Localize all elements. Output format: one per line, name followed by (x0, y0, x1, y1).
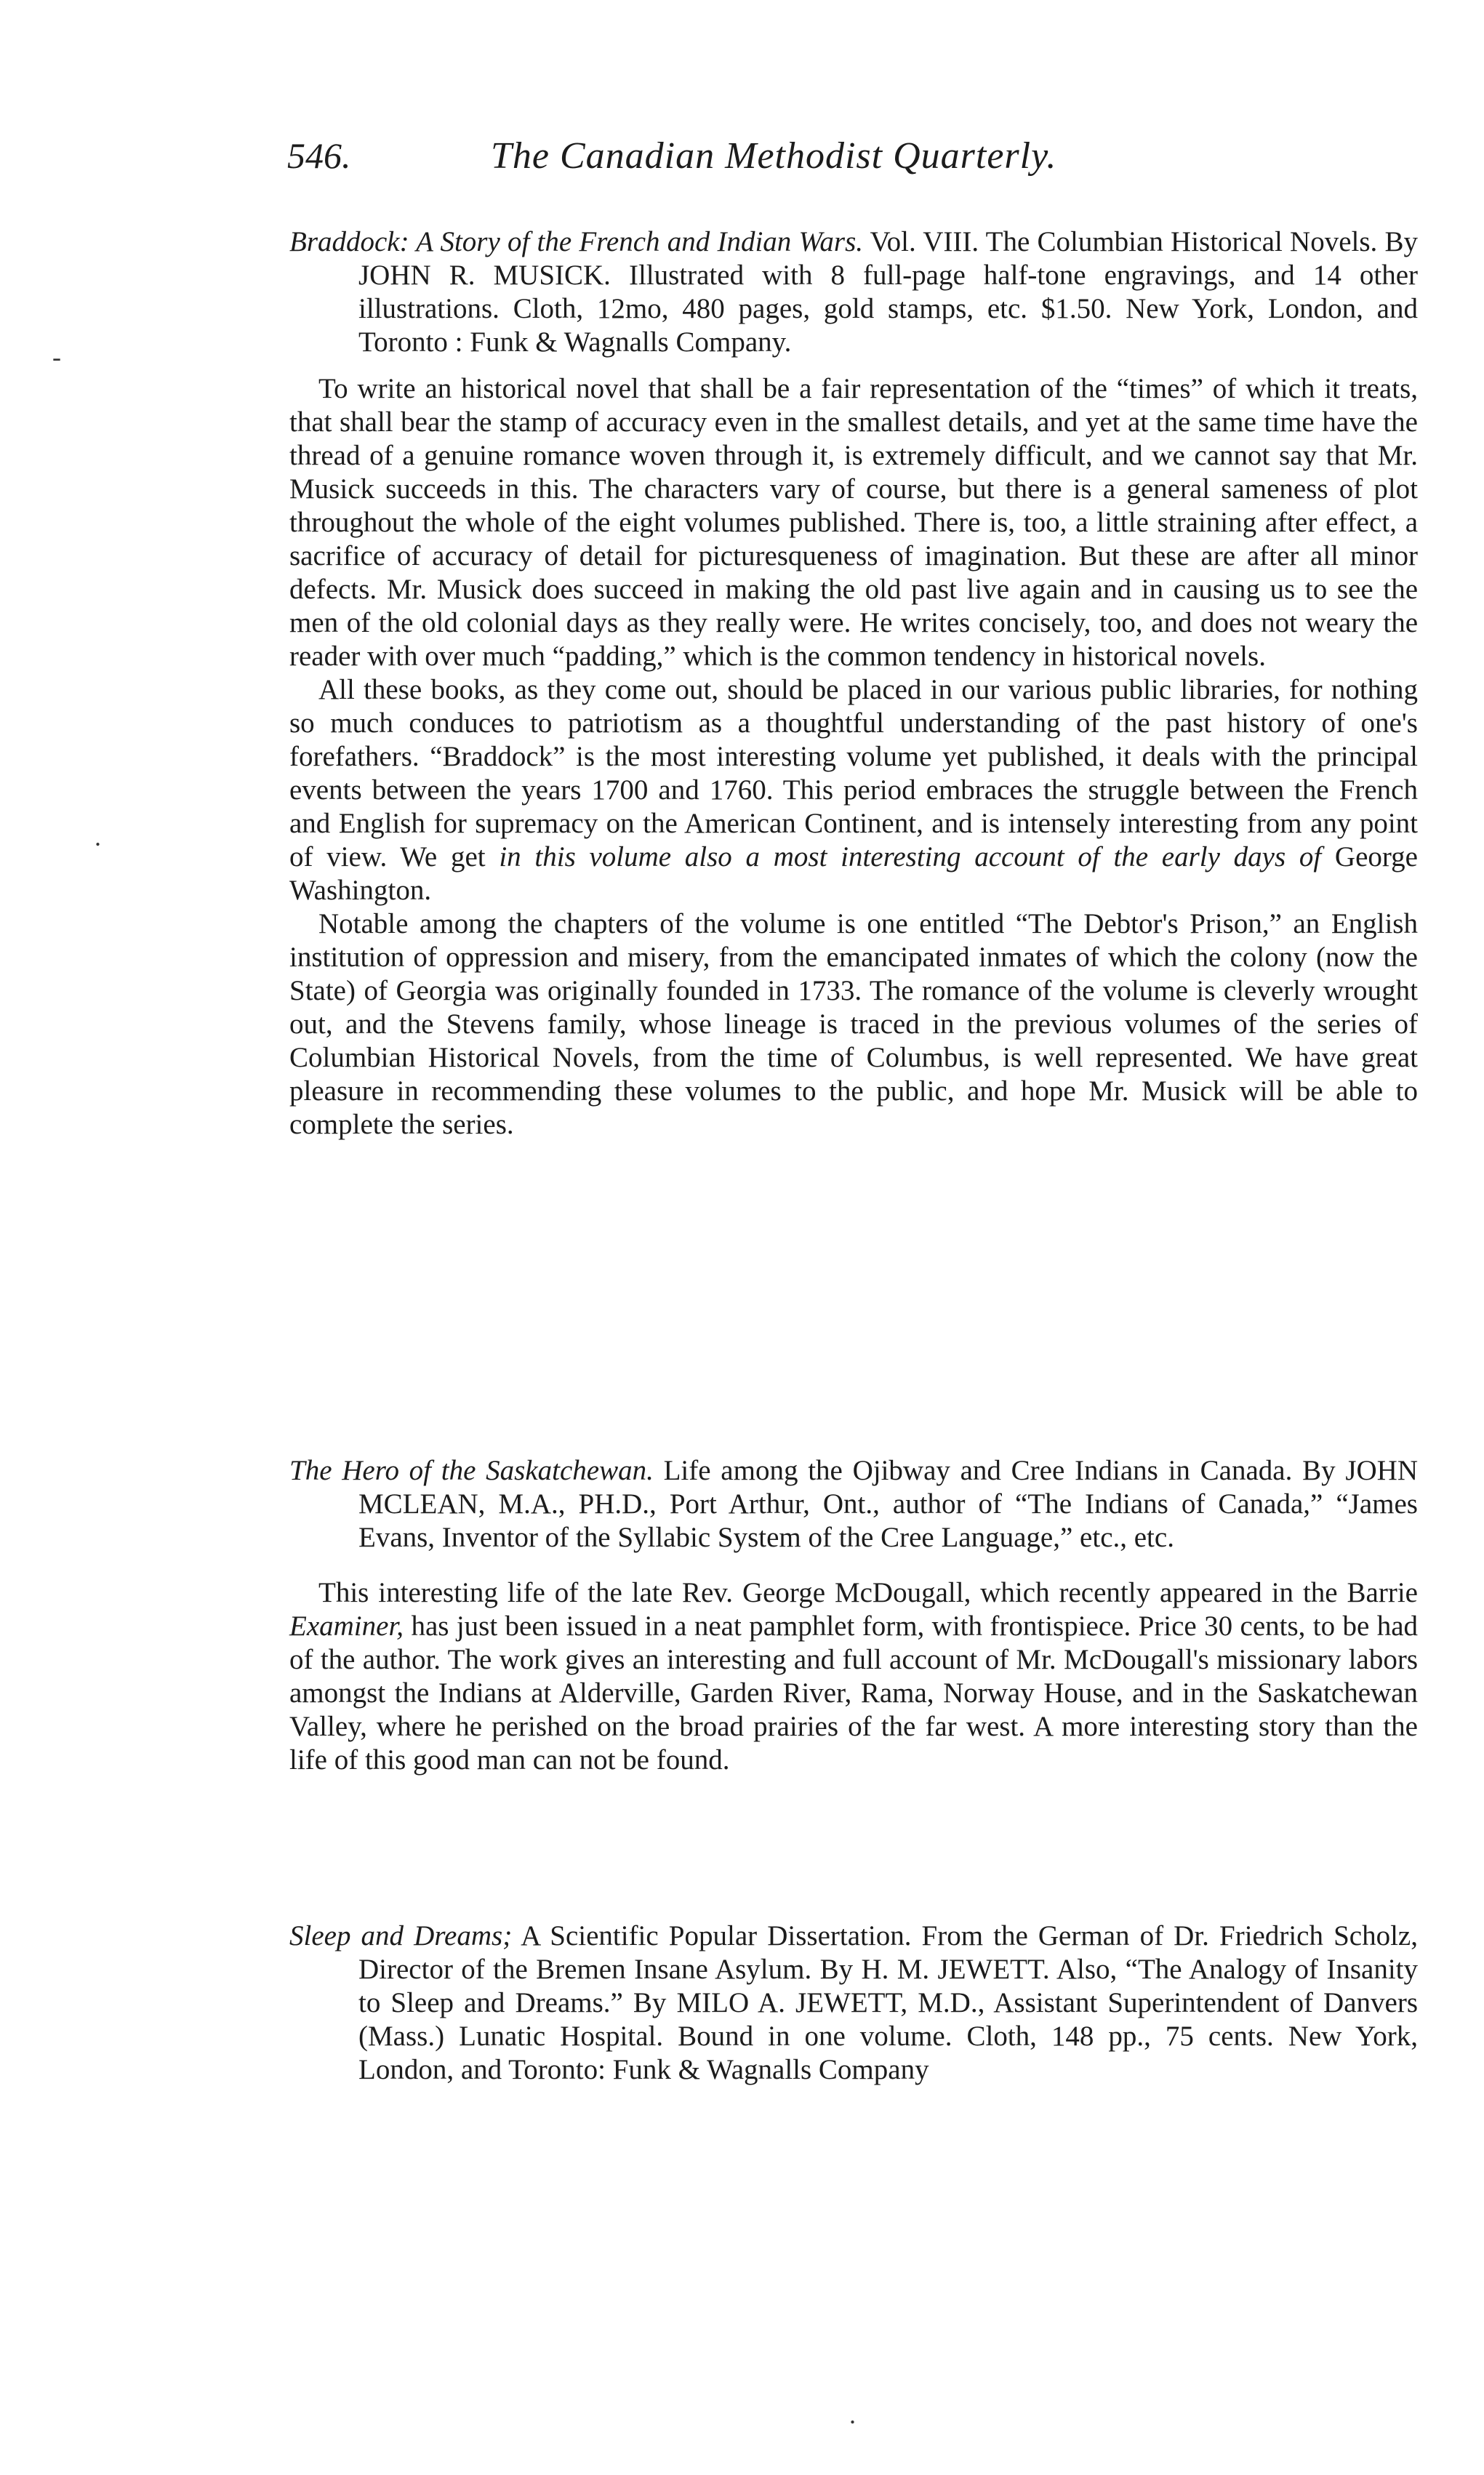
book-title: Sleep and Dreams; (289, 1920, 513, 1951)
paragraph-text: We get (400, 841, 486, 873)
paragraph-text: This interesting life of the late Rev. George McDougall, which recently appeared in the Barrie (318, 1577, 1418, 1608)
margin-mark: . (849, 2400, 856, 2429)
page-number: 546. (287, 135, 351, 176)
italic-text: Examiner, (289, 1610, 404, 1642)
review-paragraph (289, 673, 1418, 907)
review-paragraph: To write an historical novel that shall be a fair representation of the “times” of which it treats, that shall bear the stamp of accuracy even in the smallest details, and yet at the same time have the thread of a genuine romance woven through it, is extremely difficult, and we cannot say that Mr. Musick succeeds in this. The characters vary of course, but there is a general sameness of plot throughout the whole of the eight volumes published. There is, too, a little straining after effect, a sacrifice of accuracy of detail for picturesqueness of imagination. But these are after all minor defects. Mr. Musick does succeed in making the old past live again and in causing us to see the men of the old colonial days as they really were. He writes concisely, too, and does not weary the reader with over much “padding,” which is the common tendency in historical novels. (289, 373, 1418, 672)
book-details: Vol. VIII. The Columbian Historical Novels. By JOHN R. MUSICK. Illustrated with 8 full-page half-tone engravings, and 14 other illustrations. Cloth, 12mo, 480 pages, gold stamps, etc. $1.50. New York, London, and Toronto : Funk & Wagnalls Company. (358, 226, 1418, 358)
paragraph-text: All these books, as they come out, should be placed in our various public libraries, for nothing so much conduces to patriotism as a thoughtful understanding of the past history of one's forefathers. “Braddock” is the most interesting volume yet published, it deals with the principal events between the years 1700 and 1760. This period embraces the struggle between the French and English for supremacy on the American Continent, and is intensely interesting from any point of view. (289, 674, 1418, 873)
review-heading (289, 1920, 1418, 2087)
book-title: The Hero of the Saskatchewan. (289, 1455, 654, 1486)
review-heading (289, 225, 1418, 359)
book-details: Life among the Ojibway and Cree Indians in Canada. By JOHN MCLEAN, M.A., PH.D., Port Arthur, Ont., author of “The Indians of Canada,” “James Evans, Inventor of the Syllabic System of the Cree Language,” etc., etc. (358, 1455, 1419, 1553)
running-head (287, 135, 1189, 193)
review-paragraph: Notable among the chapters of the volume is one entitled “The Debtor's Prison,” an English institution of oppression and misery, from the emancipated inmates of which the colony (now the State) of Georgia was originally founded in 1733. The romance of the volume is cleverly wrought out, and the Stevens family, whose lineage is traced in the previous volumes of the series of Columbian Historical Novels, from the time of Columbus, is well represented. We have great pleasure in recommending these volumes to the public, and hope Mr. Musick will be able to complete the series. (289, 908, 1418, 1140)
review-hero-of-the-saskatchewan (289, 1454, 1418, 1777)
review-paragraph (289, 1576, 1418, 1777)
book-title: Braddock: A Story of the French and Indian Wars. (289, 226, 864, 257)
margin-mark: - (52, 342, 61, 372)
paragraph-text: George Washington. (289, 841, 1418, 906)
review-sleep-and-dreams (289, 1920, 1418, 2087)
journal-title: The Canadian Methodist Quarterly. (491, 135, 1057, 177)
book-details: A Scientific Popular Dissertation. From the German of Dr. Friedrich Scholz, Director of the Bremen Insane Asylum. By H. M. JEWETT. Also, “The Analogy of Insanity to Sleep and Dreams.” By MILO A. JEWETT, M.D., Assistant Superintendent of Danvers (Mass.) Lunatic Hospital. Bound in one volume. Cloth, 148 pp., 75 cents. New York, London, and Toronto: Funk & Wagnalls Company (358, 1920, 1418, 2085)
margin-mark: . (95, 822, 101, 851)
paragraph-text: has just been issued in a neat pamphlet form, with frontispiece. Price 30 cents, to be had of the author. The work gives an interesting and full account of Mr. McDougall's missionary labors amongst the Indians at Alderville, Garden River, Rama, Norway House, and in the Saskatchewan Valley, where he perished on the broad prairies of the far west. A more interesting story than the life of this good man can not be found. (289, 1610, 1419, 1776)
italic-text: in this volume also a most interesting account of the early days of (499, 841, 1322, 873)
review-braddock (289, 225, 1418, 1142)
review-heading (289, 1454, 1418, 1555)
